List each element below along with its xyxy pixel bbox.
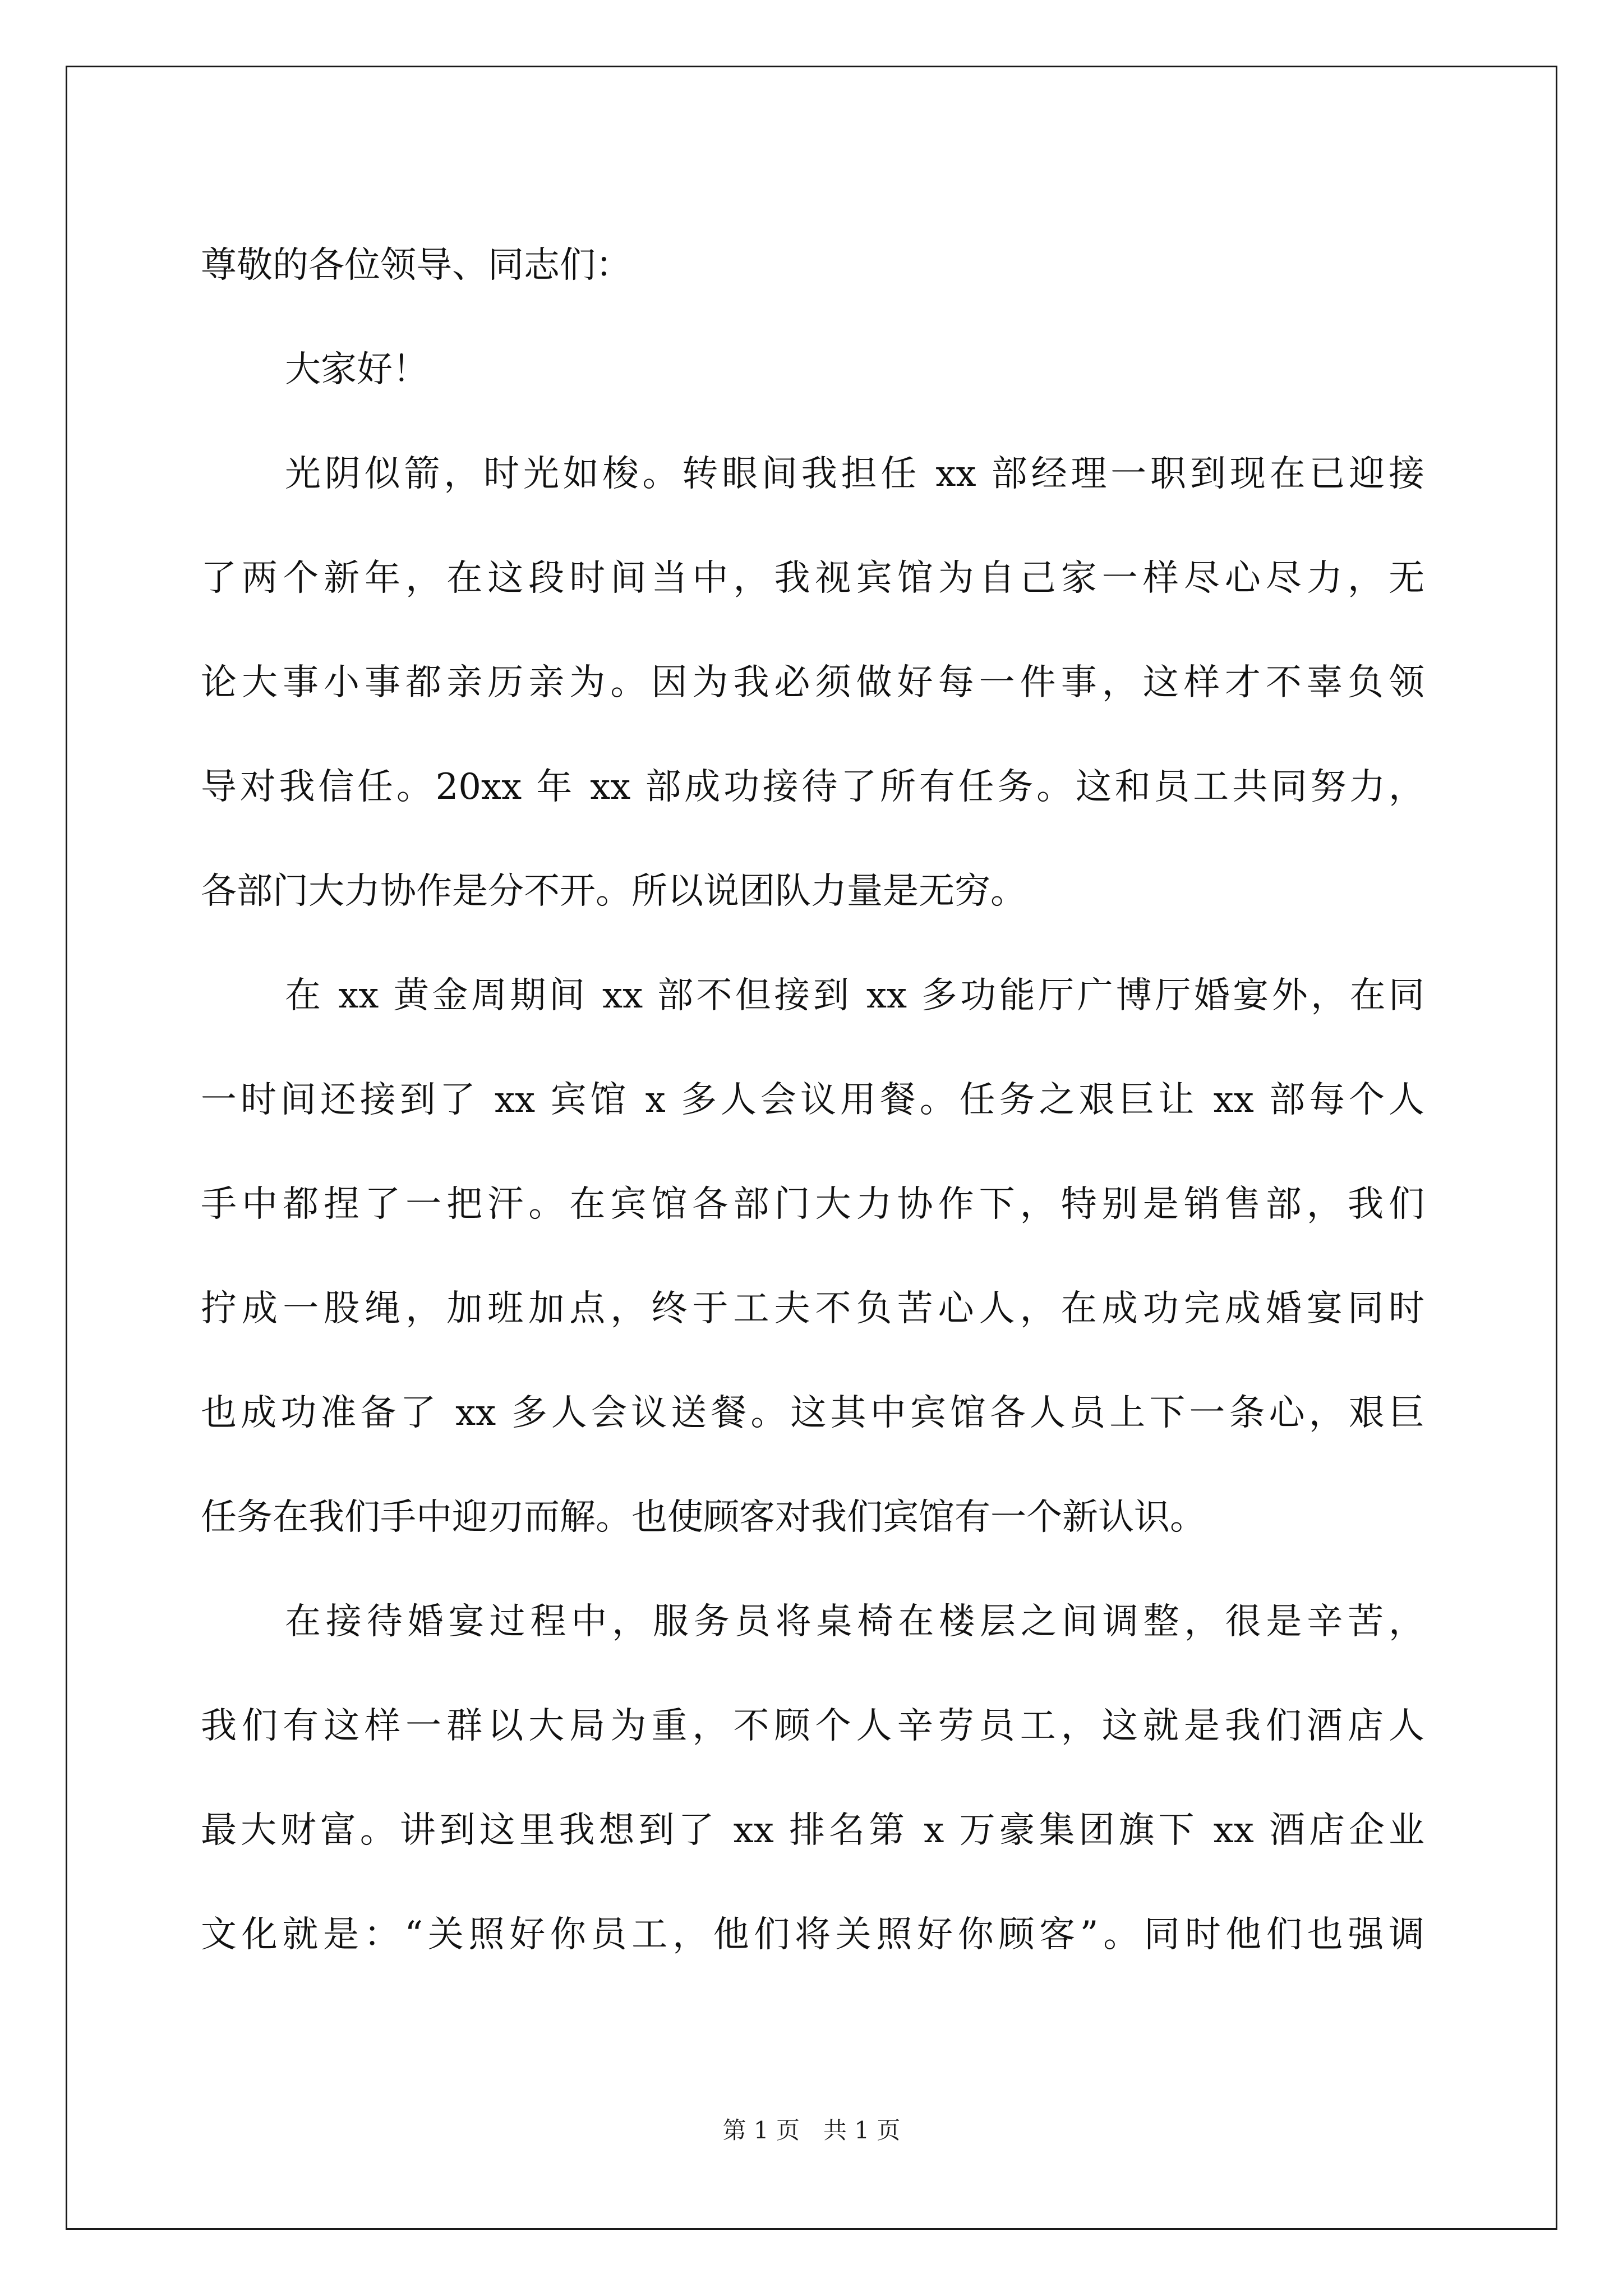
paragraph-1-line-3: 论大事小事都亲历亲为。因为我必须做好每一件事，这样才不辜负领 [201,662,1424,703]
paragraph-1-line-4: 导对我信任。20xx 年 xx 部成功接待了所有任务。这和员工共同努力， [201,766,1424,808]
paragraph-2-line-3: 手中都捏了一把汗。在宾馆各部门大力协作下，特别是销售部，我们 [201,1184,1424,1225]
paragraph-1-line-5: 各部门大力协作是分不开。所以说团队力量是无穷。 [201,871,1026,912]
paragraph-3-line-3: 最大财富。讲到这里我想到了 xx 排名第 x 万豪集团旗下 xx 酒店企业 [201,1810,1424,1851]
paragraph-1-line-2: 了两个新年，在这段时间当中，我视宾馆为自己家一样尽心尽力，无 [201,558,1424,599]
paragraph-1-line-1: 光阴似箭，时光如梭。转眼间我担任 xx 部经理一职到现在已迎接 [285,453,1424,495]
paragraph-2-line-6: 任务在我们手中迎刃而解。也使顾客对我们宾馆有一个新认识。 [201,1497,1206,1538]
document-body [201,213,1424,1987]
paragraph-2-line-5: 也成功准备了 xx 多人会议送餐。这其中宾馆各人员上下一条心，艰巨 [201,1392,1424,1434]
greeting: 大家好！ [285,349,428,390]
paragraph-3-line-4: 文化就是：“关照好你员工，他们将关照好你顾客”。同时他们也强调 [201,1914,1424,1955]
paragraph-2-line-4: 拧成一股绳，加班加点，终于工夫不负苦心人，在成功完成婚宴同时 [201,1288,1424,1329]
paragraph-3-line-1: 在接待婚宴过程中，服务员将桌椅在楼层之间调整，很是辛苦， [285,1601,1424,1642]
page-number-footer: 第 1 页 共 1 页 [722,2116,901,2144]
paragraph-2-line-1: 在 xx 黄金周期间 xx 部不但接到 xx 多功能厅广博厅婚宴外，在同 [285,975,1424,1016]
paragraph-2-line-2: 一时间还接到了 xx 宾馆 x 多人会议用餐。任务之艰巨让 xx 部每个人 [201,1079,1424,1121]
paragraph-3-line-2: 我们有这样一群以大局为重，不顾个人辛劳员工，这就是我们酒店人 [201,1705,1424,1747]
salutation: 尊敬的各位领导、同志们： [201,245,631,286]
